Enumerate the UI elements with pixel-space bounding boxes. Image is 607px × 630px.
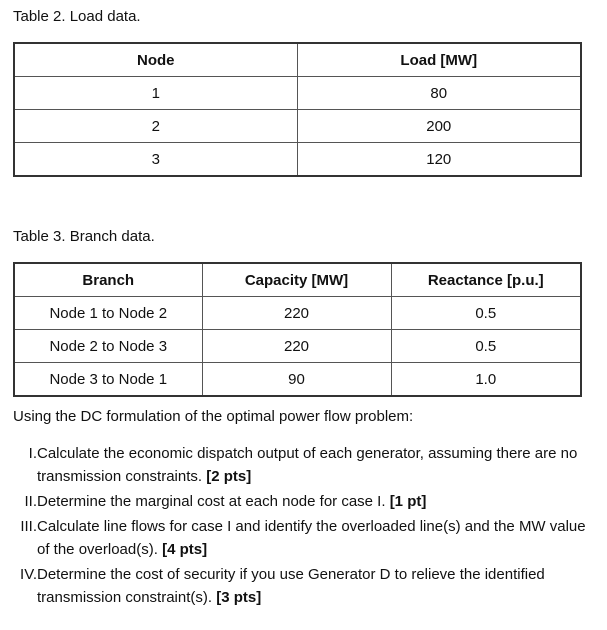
question-points: [3 pts] [216, 589, 262, 606]
header-load: Load [MW] [297, 43, 581, 77]
table-header-row [14, 43, 581, 77]
question-number: II. [24, 493, 37, 510]
table-row [14, 297, 581, 330]
table2-caption: Table 2. Load data. [13, 8, 141, 25]
header-reactance: Reactance [p.u.] [391, 263, 581, 297]
header-node: Node [14, 43, 297, 77]
table-row [14, 363, 581, 397]
cell-load: 120 [297, 143, 581, 177]
question-item [0, 490, 590, 513]
header-branch: Branch [14, 263, 202, 297]
cell-branch: Node 2 to Node 3 [14, 330, 202, 363]
question-text: Calculate line flows for case I and identify the overloaded line(s) and the MW value of the overload(s). [37, 518, 586, 558]
cell-reactance: 0.5 [391, 330, 581, 363]
question-text: Determine the marginal cost at each node for case I. [37, 493, 386, 510]
table-row [14, 77, 581, 110]
table3-caption: Table 3. Branch data. [13, 228, 155, 245]
cell-capacity: 220 [202, 330, 391, 363]
cell-node: 1 [14, 77, 297, 110]
cell-node: 3 [14, 143, 297, 177]
question-item [0, 442, 590, 488]
table-row [14, 143, 581, 177]
question-text: Calculate the economic dispatch output of each generator, assuming there are no transmission constraints. [37, 445, 578, 485]
cell-load: 200 [297, 110, 581, 143]
cell-capacity: 220 [202, 297, 391, 330]
question-item [0, 515, 590, 561]
table-row [14, 110, 581, 143]
cell-load: 80 [297, 77, 581, 110]
cell-node: 2 [14, 110, 297, 143]
cell-branch: Node 1 to Node 2 [14, 297, 202, 330]
branch-data-table [13, 262, 582, 397]
question-number: III. [20, 518, 37, 535]
question-text: Determine the cost of security if you use Generator D to relieve the identified transmission constraint(s). [37, 566, 545, 606]
question-item [0, 563, 590, 609]
table-header-row [14, 263, 581, 297]
question-points: [1 pt] [389, 493, 427, 510]
table-row [14, 330, 581, 363]
question-number: IV. [20, 566, 37, 583]
cell-capacity: 90 [202, 363, 391, 397]
cell-reactance: 0.5 [391, 297, 581, 330]
cell-branch: Node 3 to Node 1 [14, 363, 202, 397]
question-list [0, 442, 590, 611]
load-data-table [13, 42, 582, 177]
header-capacity: Capacity [MW] [202, 263, 391, 297]
question-points: [2 pts] [206, 468, 252, 485]
question-number: I. [28, 445, 37, 462]
question-points: [4 pts] [162, 541, 208, 558]
intro-text: Using the DC formulation of the optimal power flow problem: [13, 408, 414, 425]
cell-reactance: 1.0 [391, 363, 581, 397]
